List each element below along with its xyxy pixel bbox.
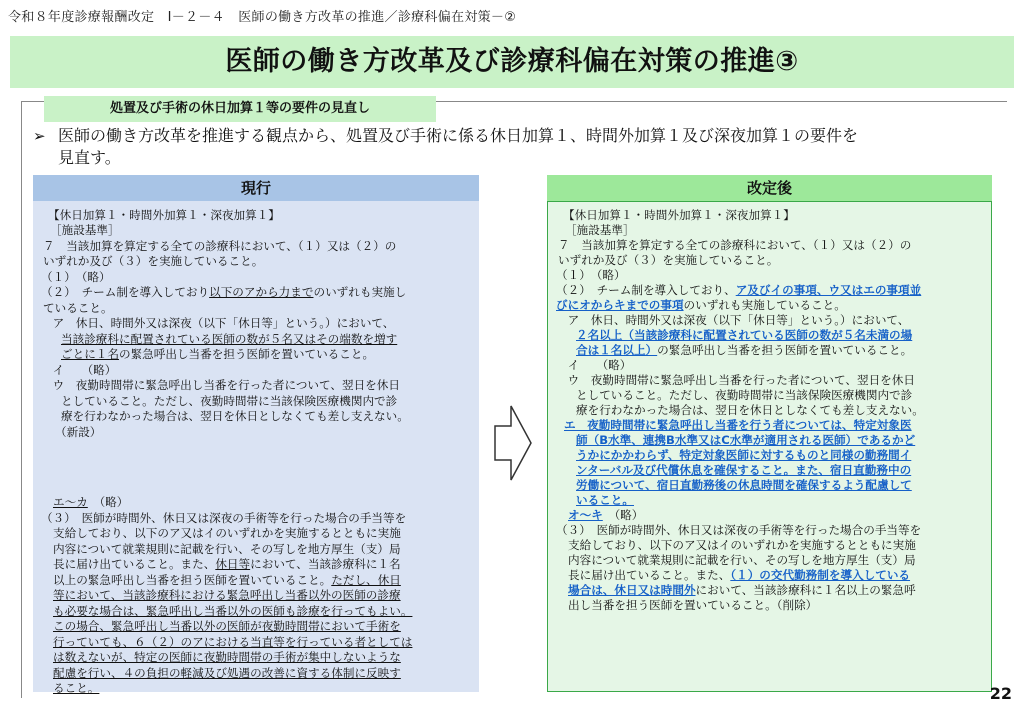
revised-text: において、当該診療科に１名以上の緊急呼 [695, 583, 916, 597]
header-subtitle: 令和８年度診療報酬改定 Ⅰ－２－４ 医師の働き方改革の推進／診療科偏在対策－② [8, 10, 517, 25]
revised-highlight-text: オ～キ [568, 508, 603, 522]
revised-line [556, 298, 846, 313]
revised-line: ア 休日、時間外又は深夜（以下「休日等」という。）において、 [556, 313, 910, 327]
current-line: 配慮を行い、４の負担の軽減及び処遇の改善に資する体制に反映す [53, 666, 401, 680]
section-tag-label: 処置及び手術の休日加算１等の要件の見直し [109, 101, 370, 116]
current-line: ていること。 [43, 301, 113, 315]
revised-line: うかにかかわらず、特定対象医師に対するものと同様の勤務間イ [576, 448, 912, 462]
lead-paragraph [58, 125, 1003, 169]
current-text: において、当該診療科に１名 [250, 557, 401, 571]
current-text: （２） チーム制を導入しており [41, 285, 210, 299]
current-line: 行っていても、６（２）のアにおける当直等を行っている者としては [53, 635, 413, 649]
revised-line: エ 夜勤時間帯に緊急呼出し当番を行う者については、特定対象医 [564, 418, 912, 432]
current-line: 療を行わなかった場合は、翌日を休日としなくても差し支えない。 [61, 409, 409, 423]
current-line: （新設） [55, 425, 102, 439]
current-line: は数えないが、特定の医師に夜勤時間帯の手術が集中しないような [53, 650, 401, 664]
revised-line: 【休日加算１・時間外加算１・深夜加算１】 [563, 208, 795, 222]
current-line: も必要な場合は、緊急呼出し当番以外の医師も診療を行ってもよい。 [53, 604, 413, 618]
current-underlined-text: 休日等 [215, 557, 251, 571]
revised-text: の緊急呼出し当番を担う医師を置いていること。 [657, 343, 913, 357]
revised-column-heading: 改定後 [547, 175, 992, 201]
current-line [53, 573, 401, 588]
revised-line: ンターバル及び代償休息を確保すること。また、宿日直勤務中の [576, 463, 912, 477]
revised-highlight-text: ア及びイの事項、ウ又はエの事項並 [735, 283, 922, 297]
revised-line [556, 283, 921, 298]
revised-line [568, 583, 916, 598]
revised-line: 療を行わなかった場合は、翌日を休日としなくても差し支えない。 [576, 403, 924, 417]
current-line: 当該診療科に配置されている医師の数が５名又はその端数を増す [61, 332, 398, 346]
current-text: 以上の緊急呼出し当番を担う医師を置いていること。 [53, 573, 332, 587]
page-title: 医師の働き方改革及び診療科偏在対策の推進③ [225, 46, 799, 77]
current-text: のいずれも実施し [313, 285, 407, 299]
current-line: ウ 夜勤時間帯に緊急呼出し当番を行った者について、翌日を休日 [41, 378, 400, 392]
revised-line: 労働について、宿日直勤務後の休息時間を確保するよう配慮して [576, 478, 912, 492]
lead-line-1: 医師の働き方改革を推進する観点から、処置及び手術に係る休日加算１、時間外加算１及び深夜加算１の要件を [58, 126, 859, 145]
section-tag [44, 96, 436, 122]
revised-highlight-text: 合は１名以上） [576, 343, 658, 357]
current-underlined-text: エ～カ [53, 495, 88, 509]
revised-line: ７ 当該加算を算定する全ての診療科において、（１）又は（２）の [558, 238, 912, 252]
revised-line: 内容について就業規則に記載を行い、その写しを地方厚生（支）局 [568, 553, 916, 567]
revised-line: 師（B水準、連携B水準又はC水準が適用される医師）であるかど [576, 433, 916, 447]
revised-line [568, 568, 910, 583]
current-line [53, 495, 128, 510]
current-line: 支給しており、以下のア又はイのいずれかを実施するとともに実施 [53, 526, 401, 540]
revised-line [568, 508, 643, 523]
revised-line: ［施設基準］ [565, 223, 635, 237]
current-underlined-text: ごとに１名 [61, 347, 119, 361]
current-text-box [33, 201, 479, 695]
current-line: ［施設基準］ [50, 223, 120, 237]
revised-highlight-text: びにオからキまでの事項 [556, 298, 684, 312]
current-column-heading: 現行 [33, 175, 479, 201]
revised-text: 長に届け出ていること。また、 [568, 568, 731, 582]
right-arrow-icon [493, 404, 533, 482]
revised-text: （略） [602, 508, 644, 522]
revised-line: いずれか及び（３）を実施していること。 [558, 253, 779, 267]
current-line: （１） （略） [41, 270, 111, 284]
revised-line: いること。 [576, 493, 634, 507]
current-line: ア 休日、時間外又は深夜（以下「休日等」という。）において、 [41, 316, 395, 330]
revised-line: （１） （略） [556, 268, 626, 282]
current-line: 等において、当該診療科における緊急呼出し当番以外の医師の診療 [53, 588, 401, 602]
current-line: いずれか及び（３）を実施していること。 [43, 254, 264, 268]
revised-line: ２名以上（当該診療科に配置されている医師の数が５名未満の場 [576, 328, 913, 342]
current-line: この場合、緊急呼出し当番以外の医師が夜勤時間帯において手術を [53, 619, 401, 633]
revised-text-box [547, 201, 992, 692]
revised-line [576, 343, 912, 358]
current-line: イ （略） [41, 363, 117, 377]
revised-line: 出し当番を担う医師を置いていること。（削除） [568, 598, 818, 612]
revised-line: 支給しており、以下のア又はイのいずれかを実施するとともに実施 [568, 538, 916, 552]
current-line: ること。 [53, 681, 100, 695]
current-text: 長に届け出ていること。また、 [53, 557, 216, 571]
current-line: としていること。ただし、夜勤時間帯に当該保険医療機関内で診 [61, 394, 398, 408]
revised-text: （２） チーム制を導入しており、 [556, 283, 736, 297]
revised-text: のいずれも実施していること。 [683, 298, 846, 312]
current-underlined-text: 以下のアから力まで [209, 285, 314, 299]
bullet-arrow-icon: ➢ [33, 127, 46, 145]
current-line: 内容について就業規則に記載を行い、その写しを地方厚生（支）局 [53, 542, 401, 556]
current-line: （３） 医師が時間外、休日又は深夜の手術等を行った場合の手当等を [41, 511, 407, 525]
revised-line: （３） 医師が時間外、休日又は深夜の手術等を行った場合の手当等を [556, 523, 922, 537]
current-text: の緊急呼出し当番を担う医師を置いていること。 [118, 347, 375, 361]
revised-highlight-text: 場合は、休日又は時間外 [568, 583, 696, 597]
revised-line: ウ 夜勤時間帯に緊急呼出し当番を行った者について、翌日を休日 [556, 373, 915, 387]
current-underlined-text: ただし、休日 [331, 573, 401, 587]
current-text: （略） [87, 495, 129, 509]
revised-line: としていること。ただし、夜勤時間帯に当該保険医療機関内で診 [576, 388, 913, 402]
revised-line: イ （略） [556, 358, 632, 372]
page-number: 22 [989, 684, 1012, 703]
current-line: ７ 当該加算を算定する全ての診療科において、（１）又は（２）の [43, 239, 397, 253]
current-line [53, 557, 401, 572]
current-line [61, 347, 374, 362]
lead-line-2: 見直す。 [58, 148, 121, 167]
current-line [41, 285, 406, 300]
current-line: 【休日加算１・時間外加算１・深夜加算１】 [48, 208, 280, 222]
revised-highlight-text: （１）の交代勤務制を導入している [730, 568, 911, 582]
